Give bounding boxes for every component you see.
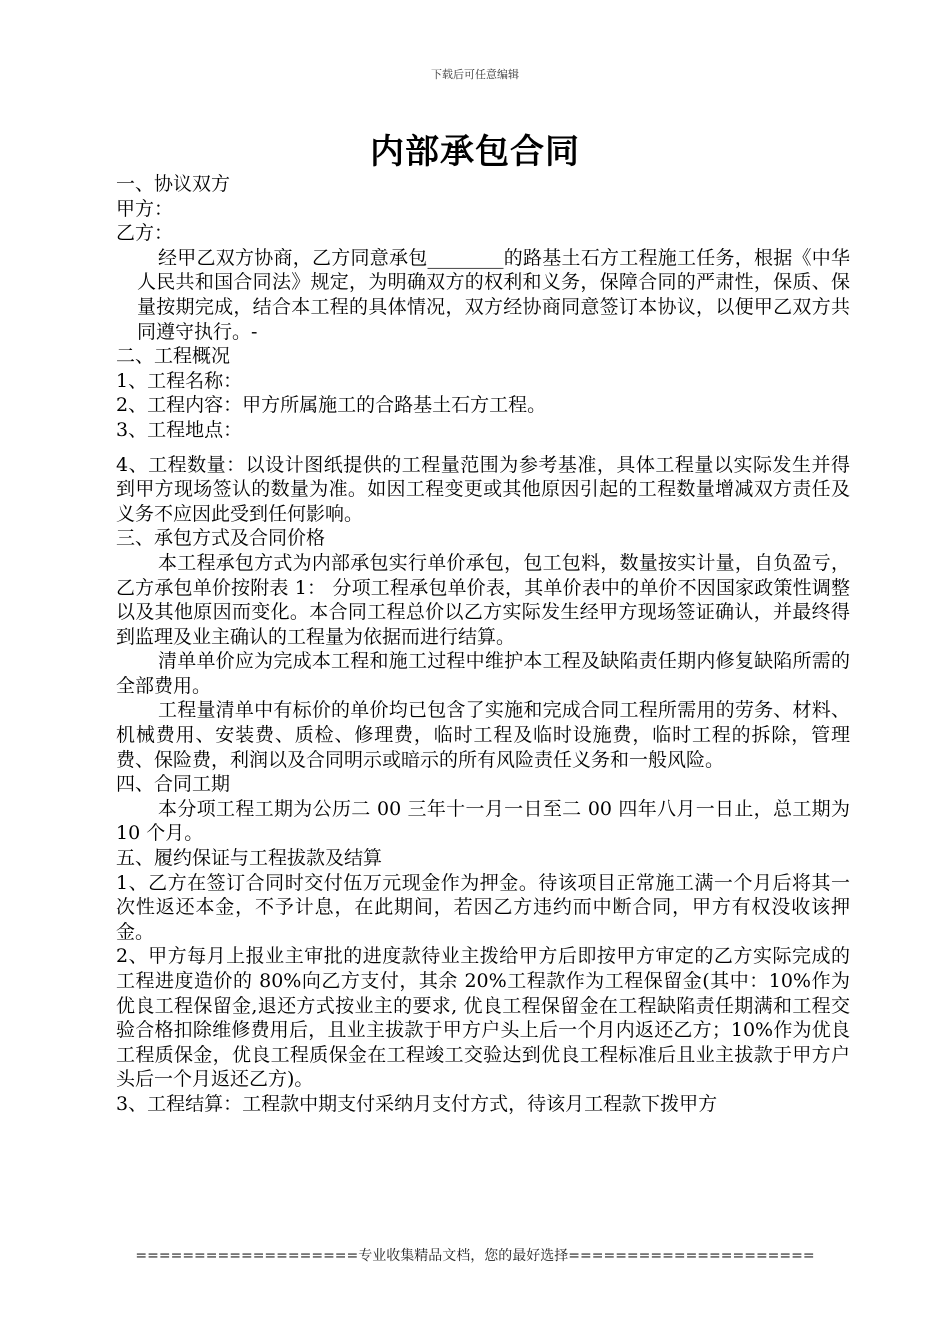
payment-item-deposit: 1、乙方在签订合同时交付伍万元现金作为押金。待该项目正常施工满一个月后将其一次性返还本金，不予计息，在此期间，若因乙方违约而中断合同，甲方有权没收该押金。	[116, 871, 850, 943]
party-a-line: 甲方：	[116, 197, 174, 220]
overview-item-content: 2、工程内容：甲方所属施工的合路基土石方工程。	[116, 394, 547, 417]
party-b-line: 乙方：	[116, 222, 174, 245]
overview-item-quantity: 4、工程数量：以设计图纸提供的工程量范围为参考基准，具体工程量以实际发生并得到甲方现场签认的数量为准。如因工程变更或其他原因引起的工程数量增减双方责任及义务不应因此受到任何影响。	[116, 453, 850, 525]
document-title: 内部承包合同	[370, 132, 580, 172]
intro-paragraph: 经甲乙双方协商，乙方同意承包________的路基土石方工程施工任务，根据《中华人民共和国合同法》规定，为明确双方的权利和义务，保障合同的严肃性，保质、保量按期完成，结合本工程的具体情况，双方经协商同意签订本协议，以便甲乙双方共同遵守执行。-	[137, 246, 850, 343]
payment-item-settlement: 3、工程结算：工程款中期支付采纳月支付方式，待该月工程款下拨甲方	[116, 1092, 718, 1115]
contract-method-paragraph-3: 工程量清单中有标价的单价均已包含了实施和完成合同工程所需用的劳务、材料、机械费用、安装费、质检、修理费，临时工程及临时设施费，临时工程的拆除，管理费、保险费，利润以及合同明示或暗示的所有风险责任义务和一般风险。	[116, 699, 850, 771]
overview-item-location: 3、工程地点：	[116, 418, 243, 441]
section-heading-payment: 五、履约保证与工程拔款及结算	[116, 847, 383, 870]
overview-item-name: 1、工程名称：	[116, 369, 243, 392]
document-body	[116, 172, 850, 1117]
section-heading-overview: 二、工程概况	[116, 345, 231, 368]
section-heading-parties: 一、协议双方	[116, 173, 231, 195]
payment-item-progress: 2、甲方每月上报业主审批的进度款待业主拨给甲方后即按甲方审定的乙方实际完成的工程进度造价的 80%向乙方支付，其余 20%工程款作为工程保留金(其中：10%作为优良工程保留金,退还方式按业主的要求, 优良工程保留金在工程缺陷责任期满和工程交验合格扣除维修费用后，且业主拔款于甲方户头上后一个月内返还乙方；10%作为优良工程质保金，优良工程质保金在工程竣工交验达到优良工程标准后且业主拔款于甲方户头后一个月返还乙方)。	[116, 945, 850, 1091]
section-heading-contract-method: 三、承包方式及合同价格	[116, 527, 326, 550]
contract-method-paragraph-1: 本工程承包方式为内部承包实行单价承包，包工包料，数量按实计量，自负盈亏，乙方承包单价按附表 1： 分项工程承包单价表，其单价表中的单价不因国家政策性调整以及其他原因而变化。本合同工程总价以乙方实际发生经甲方现场签证确认，并最终得到监理及业主确认的工程量为依据而进行结算。	[116, 551, 850, 648]
duration-paragraph: 本分项工程工期为公历二 00 三年十一月一日至二 00 四年八月一日止，总工期为 10 个月。	[116, 797, 850, 845]
contract-method-paragraph-2: 清单单价应为完成本工程和施工过程中维护本工程及缺陷责任期内修复缺陷所需的全部费用。	[116, 650, 850, 697]
section-heading-duration: 四、合同工期	[116, 773, 231, 796]
header-note: 下载后可任意编辑	[431, 68, 519, 81]
footer-note: ===================专业收集精品文档，您的最好选择=====================	[135, 1248, 815, 1264]
